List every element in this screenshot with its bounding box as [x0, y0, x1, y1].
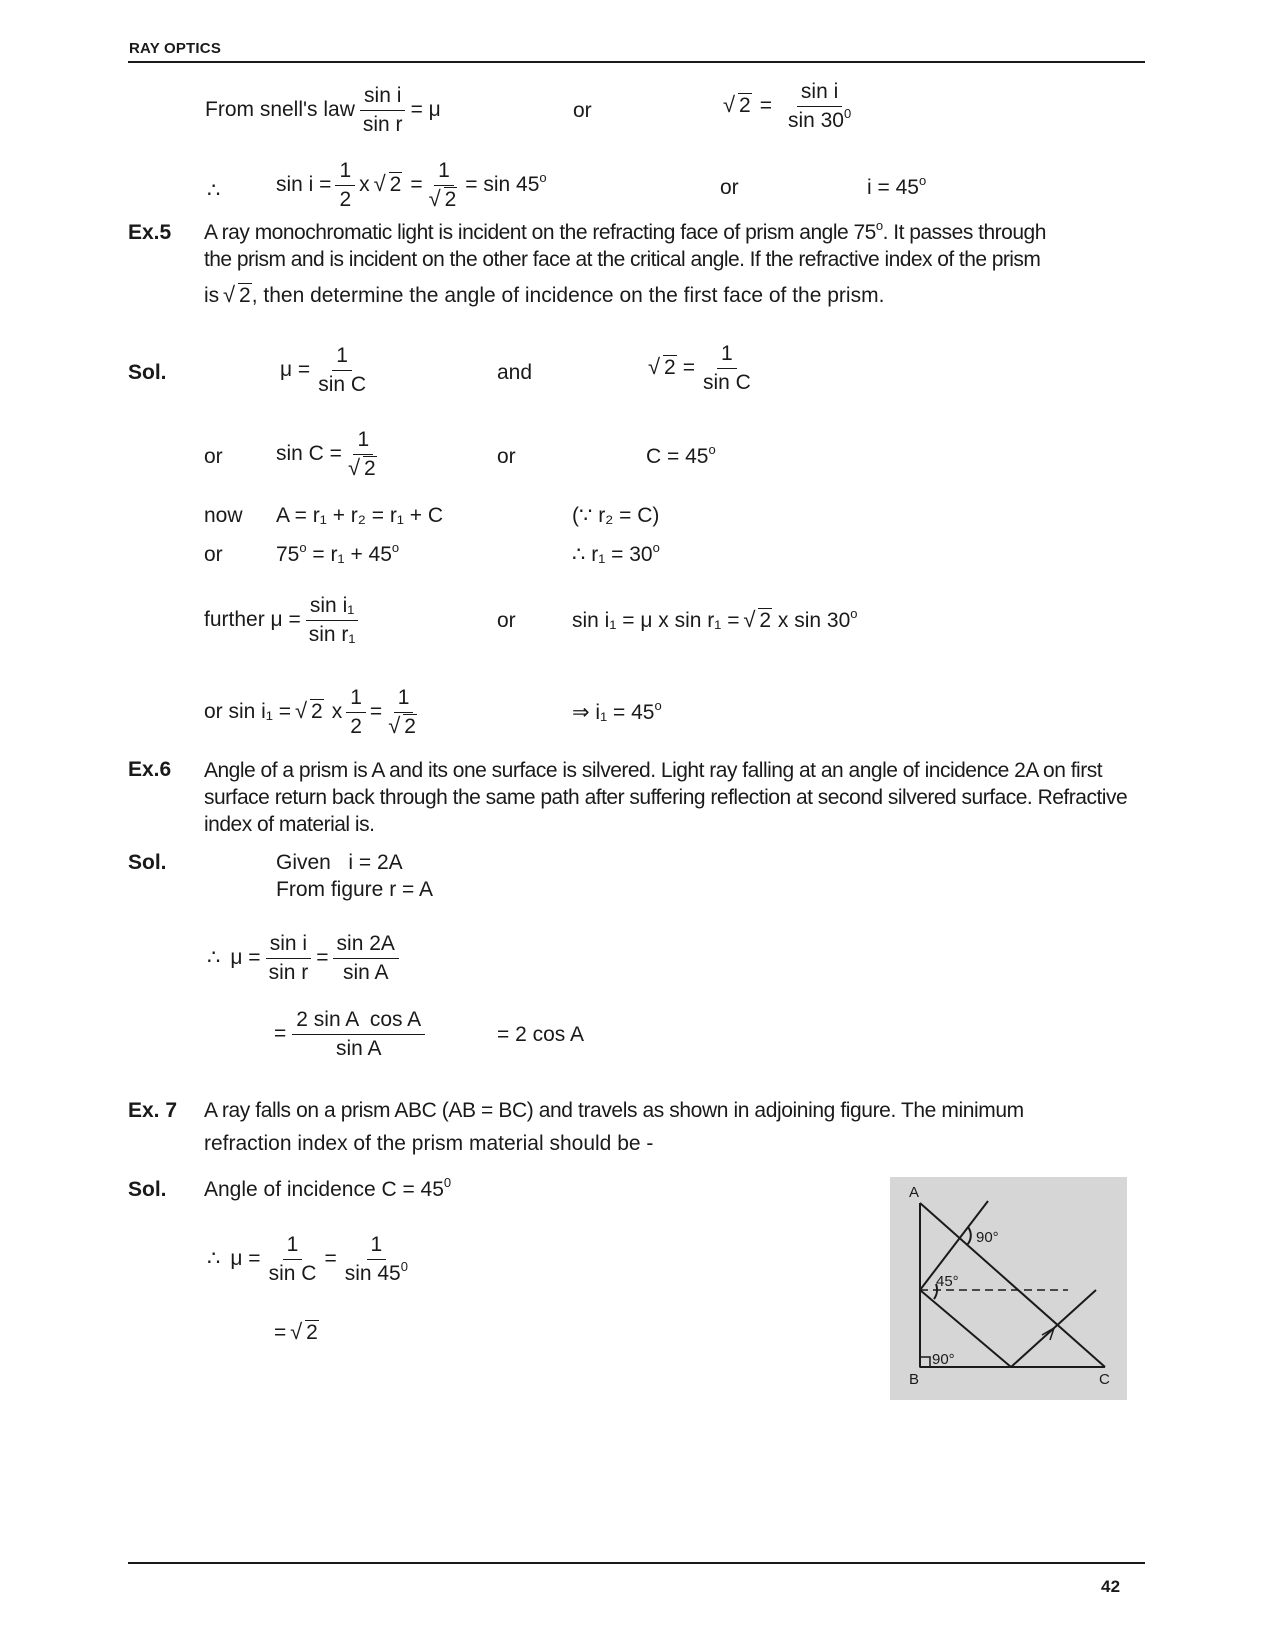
right-angle-marker	[920, 1357, 930, 1367]
label-B: B	[909, 1371, 920, 1388]
ex7-question-line1: A ray falls on a prism ABC (AB = BC) and travels as shown in adjoining figure. The minimum	[204, 1099, 1024, 1122]
ex5-angle-relation: A = r₁ + r₂ = r₁ + C	[276, 504, 444, 527]
i-equals-45: $i = 45^o$	[867, 173, 927, 199]
ex5-i1-result: ⇒ $i_1 = 45^o$	[572, 698, 662, 724]
ex5-75-eq: $75^o = r_1 + 45^o$	[276, 540, 400, 566]
ex5-question-line1: A ray monochromatic light is incident on the refracting face of prism angle 75$^o$. It passes through	[204, 218, 1046, 244]
ex5-c-result: $C = 45^o$	[646, 442, 716, 468]
header-rule	[128, 61, 1145, 63]
ex5-sin-i1: sin i₁ = μ x sin r₁ = √ 2 x sin 30$^o$	[572, 608, 857, 634]
ex5-further-mu: further μ = $\frac{\text{sin i₁}}{\text{sin r₁}}$	[204, 590, 364, 650]
page-number: 42	[1101, 1577, 1121, 1596]
ex7-sol-label: Sol.	[128, 1178, 167, 1201]
sin-i-line: sin i = $\frac{1}{2}$ x √ 2 = 1 √ 2 = sin 45$^o$	[276, 155, 547, 215]
or-text: or	[573, 99, 592, 122]
or-text: or	[204, 543, 223, 566]
or-text: or	[204, 445, 223, 468]
ex5-question-line3: is √ 2, then determine the angle of incidence on the first face of the prism.	[204, 283, 884, 309]
running-header: RAY OPTICS	[129, 40, 222, 57]
ex6-question: Angle of a prism is A and its one surface is silvered. Light ray falling at an angle of incidence 2A on first surface return back through the same path after suffering reflection at second silvered surface. Refractive index of material is.	[204, 759, 1128, 836]
prism-figure	[890, 1177, 1127, 1400]
ex5-sin-i1-calc: or sin i₁ = √ 2 x $\frac{1}{2}$ = 1 √ 2	[204, 682, 425, 742]
ex5-label: Ex.5	[128, 221, 172, 244]
label-C: C	[1099, 1371, 1110, 1388]
ex7-result: = √ 2	[274, 1320, 319, 1346]
or-text: or	[497, 445, 516, 468]
ex5-r2-note: (∵ r₂ = C)	[572, 504, 660, 527]
label-angle-90-top: 90°	[976, 1229, 999, 1246]
label-angle-45: 45°	[936, 1273, 959, 1290]
now-text: now	[204, 504, 243, 527]
and-text: and	[497, 361, 533, 384]
snell-prefix: From snell's law	[205, 98, 355, 121]
ex5-mu-critical: μ = $\frac{1}{\text{sin C}}$	[280, 343, 367, 396]
snell-law-line: From snell's law $\frac{\text{sin i}}{\text{sin r}}$ = μ	[205, 83, 441, 136]
ex5-sin-c: sin C = 1 √ 2	[276, 424, 385, 484]
ex7-angle-incidence: Angle of incidence $C = 45^0$	[204, 1175, 452, 1201]
ex5-sol-label: Sol.	[128, 361, 167, 384]
or-text: or	[497, 609, 516, 632]
ex7-label: Ex. 7	[128, 1099, 178, 1122]
ex6-simplify: = $\frac{\text{2 sin A cos A}}{\text{sin A}}$	[274, 1003, 429, 1065]
ex5-r1-result: ∴ $r_1 = 30^o$	[572, 540, 660, 566]
ex6-sol-label: Sol.	[128, 851, 167, 874]
ex6-result: = 2 cos A	[497, 1023, 584, 1046]
ex5-question-line2: the prism and is incident on the other face at the critical angle. If the refractive index of the prism	[204, 248, 1041, 271]
ex6-label: Ex.6	[128, 758, 172, 781]
ex5-sqrt-critical: √ 2 = $\frac{1}{\text{sin C}}$	[650, 338, 759, 398]
ex6-from-figure: From figure r = A	[276, 878, 433, 901]
ex6-given: Given i = 2A	[276, 851, 403, 874]
ex6-mu-ratio: ∴ μ = $\frac{\text{sin i}}{\text{sin r}}$ = $\frac{\sin 2A}{\text{sin A}}$	[207, 927, 403, 989]
snell-rhs: √ 2 = $\frac{\text{sin i}}{\sin 30^0}$	[725, 76, 859, 136]
or-text: or	[720, 176, 739, 199]
ex7-mu-calc: ∴ μ = $\frac{1}{\text{sin C}}$ = $\frac{1}{\sin 45^0}$	[207, 1232, 408, 1285]
label-angle-90-right: 90°	[932, 1351, 955, 1368]
snell-fraction: $\frac{\text{sin i}}{\text{sin r}}$	[359, 84, 407, 137]
angle-arc-90	[967, 1227, 971, 1245]
sqrt-2: √ 2	[725, 93, 752, 119]
footer-rule	[128, 1562, 1145, 1564]
ex7-question-line2: refraction index of the prism material should be -	[204, 1132, 654, 1155]
therefore-symbol: ∴	[207, 179, 221, 202]
label-A: A	[909, 1184, 920, 1201]
rhs-fraction: $\frac{\text{sin i}}{\sin 30^0}$	[787, 79, 852, 132]
prism-diagram-svg	[890, 1177, 1127, 1400]
